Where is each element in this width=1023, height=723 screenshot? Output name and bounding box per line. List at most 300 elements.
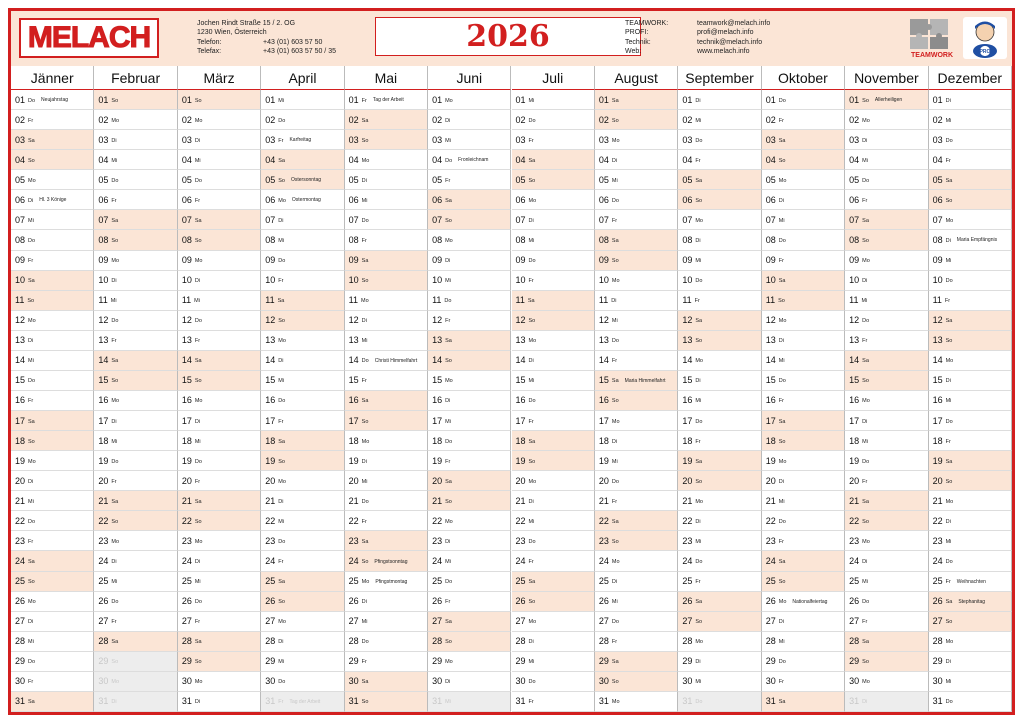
day-cell xyxy=(345,391,428,411)
day-cell xyxy=(762,371,845,391)
day-cell xyxy=(512,251,595,271)
day-cell xyxy=(345,652,428,672)
day-number: 15 xyxy=(682,375,693,386)
day-cell xyxy=(11,391,94,411)
day-number: 11 xyxy=(598,295,609,306)
day-cell xyxy=(178,391,261,411)
weekday-label: Sa xyxy=(111,639,119,646)
weekday-label: Do xyxy=(862,458,870,465)
weekday-label: Do xyxy=(945,278,953,285)
holiday-label: Fronleichnam xyxy=(458,157,489,164)
day-number: 04 xyxy=(15,154,26,165)
weekday-label: So xyxy=(27,298,35,305)
day-cell xyxy=(595,471,678,491)
day-number: 04 xyxy=(598,154,609,165)
day-number: 03 xyxy=(849,134,860,145)
day-number: 26 xyxy=(849,596,860,607)
weekday-label: Fr xyxy=(695,438,701,445)
day-number: 20 xyxy=(432,475,443,486)
weekday-label: Sa xyxy=(862,639,869,646)
weekday-label: Mo xyxy=(528,619,537,626)
day-cell xyxy=(845,351,928,371)
day-cell xyxy=(512,612,595,632)
weekday-label: Fr xyxy=(194,197,201,204)
holiday-label: Ostersonntag xyxy=(291,177,322,184)
day-cell xyxy=(261,391,344,411)
header xyxy=(11,11,1012,66)
day-number: 21 xyxy=(932,495,943,506)
weekday-label: Fr xyxy=(778,679,784,686)
contact-email-teamwork[interactable]: teamwork@melach.info xyxy=(697,20,771,27)
day-number: 03 xyxy=(682,134,693,145)
day-cell xyxy=(845,90,928,110)
day-number: 21 xyxy=(181,495,192,506)
weekday-label: Do xyxy=(611,338,619,345)
day-number: 15 xyxy=(181,375,192,386)
day-cell xyxy=(678,291,761,311)
day-cell xyxy=(345,291,428,311)
weekday-label: Sa xyxy=(194,639,202,646)
day-cell xyxy=(678,511,761,531)
day-cell xyxy=(595,311,678,331)
calendar-grid xyxy=(11,66,1012,712)
weekday-label: Mo xyxy=(862,679,870,686)
day-number: 18 xyxy=(515,435,526,446)
weekday-label: Di xyxy=(695,97,701,104)
weekday-label: Mo xyxy=(695,217,703,224)
day-number: 21 xyxy=(98,495,109,506)
weekday-label: So xyxy=(278,599,285,606)
day-cell xyxy=(762,672,845,692)
weekday-label: So xyxy=(194,378,202,385)
day-cell xyxy=(595,351,678,371)
day-number: 16 xyxy=(765,395,776,406)
contact-email-profi[interactable]: profi@melach.info xyxy=(697,29,754,37)
weekday-label: Do xyxy=(611,478,619,485)
day-number: 23 xyxy=(765,535,776,546)
weekday-label: Di xyxy=(611,157,618,164)
day-cell xyxy=(595,271,678,291)
day-cell xyxy=(11,491,94,511)
weekday-label: Fr xyxy=(778,538,784,545)
weekday-label: So xyxy=(945,197,953,204)
weekday-label: Do xyxy=(194,177,202,184)
day-number: 11 xyxy=(432,295,442,306)
weekday-label: So xyxy=(445,498,452,505)
weekday-label: Do xyxy=(611,619,619,626)
weekday-label: Sa xyxy=(778,278,786,285)
day-cell xyxy=(428,692,511,712)
day-cell xyxy=(11,371,94,391)
weekday-label: Fr xyxy=(528,137,534,144)
weekday-label: Di xyxy=(445,679,451,686)
day-number: 04 xyxy=(432,154,443,165)
day-cell xyxy=(845,511,928,531)
phone-label: Telefon: xyxy=(197,38,222,46)
weekday-label: Fr xyxy=(111,619,117,626)
weekday-label: Sa xyxy=(527,298,535,305)
weekday-label: Mo xyxy=(278,478,286,485)
day-number: 31 xyxy=(98,696,109,707)
day-number: 20 xyxy=(682,475,693,486)
day-number: 20 xyxy=(932,475,943,486)
day-number: 06 xyxy=(765,194,776,205)
day-cell xyxy=(345,451,428,471)
day-cell xyxy=(929,110,1012,130)
weekday-label: So xyxy=(778,298,785,305)
day-number: 14 xyxy=(98,355,109,366)
weekday-label: Fr xyxy=(278,137,284,144)
day-number: 13 xyxy=(181,335,192,346)
day-cell xyxy=(345,130,428,150)
day-number: 22 xyxy=(432,515,443,526)
day-cell xyxy=(428,592,511,612)
day-number: 22 xyxy=(932,515,943,526)
day-cell xyxy=(428,331,511,351)
weekday-label: Do xyxy=(278,538,286,545)
day-cell xyxy=(178,331,261,351)
day-number: 27 xyxy=(98,616,109,627)
day-cell xyxy=(929,391,1012,411)
weekday-label: So xyxy=(611,679,619,686)
weekday-label: Di xyxy=(278,639,284,646)
holiday-label: Ostermontag xyxy=(291,197,321,204)
day-number: 26 xyxy=(515,596,526,607)
day-cell xyxy=(762,551,845,571)
day-number: 15 xyxy=(265,375,276,386)
day-cell xyxy=(428,511,511,531)
weekday-label: Mo xyxy=(445,518,453,525)
day-cell xyxy=(94,692,177,712)
day-cell xyxy=(261,331,344,351)
day-cell xyxy=(845,291,928,311)
day-cell xyxy=(845,331,928,351)
day-cell xyxy=(512,210,595,230)
weekday-label: Mi xyxy=(528,518,535,525)
day-number: 24 xyxy=(348,556,359,566)
day-number: 04 xyxy=(98,154,109,165)
weekday-label: Sa xyxy=(445,197,452,204)
weekday-label: Do xyxy=(445,579,453,586)
day-number: 31 xyxy=(765,696,776,707)
weekday-label: Mi xyxy=(194,298,200,305)
day-cell xyxy=(345,612,428,632)
day-cell xyxy=(345,311,428,331)
day-cell xyxy=(428,391,511,411)
day-cell xyxy=(595,491,678,511)
weekday-label: So xyxy=(862,237,869,244)
day-number: 11 xyxy=(265,295,275,306)
weekday-label: Fr xyxy=(862,478,868,485)
day-cell xyxy=(345,592,428,612)
day-cell xyxy=(261,531,344,551)
weekday-label: So xyxy=(111,378,119,385)
day-cell xyxy=(94,471,177,491)
day-cell xyxy=(11,271,94,291)
day-number: 04 xyxy=(181,154,192,165)
weekday-label: Fr xyxy=(528,559,534,565)
day-number: 25 xyxy=(765,576,776,587)
weekday-label: Fr xyxy=(361,378,367,385)
weekday-label: Mo xyxy=(528,338,537,345)
weekday-label: Sa xyxy=(528,438,536,445)
day-number: 02 xyxy=(765,114,776,125)
day-cell xyxy=(428,130,511,150)
day-cell xyxy=(845,150,928,170)
day-number: 19 xyxy=(765,455,776,466)
weekday-label: Fr xyxy=(778,398,784,405)
holiday-label: Pfingstmontag xyxy=(375,578,408,585)
day-number: 27 xyxy=(432,616,443,627)
day-number: 06 xyxy=(432,194,443,205)
day-number: 15 xyxy=(15,375,26,386)
day-number: 05 xyxy=(432,174,443,185)
weekday-label: Mi xyxy=(945,398,952,405)
day-cell xyxy=(678,311,761,331)
weekday-label: Di xyxy=(28,478,34,485)
day-cell xyxy=(11,150,94,170)
year-title: 2026 xyxy=(466,19,550,54)
weekday-label: Mo xyxy=(778,318,787,325)
day-cell xyxy=(845,451,928,471)
weekday-label: Mo xyxy=(945,498,954,505)
weekday-label: Di xyxy=(611,579,618,586)
month-header: März xyxy=(178,66,261,90)
day-cell xyxy=(261,451,344,471)
day-cell xyxy=(595,632,678,652)
day-number: 21 xyxy=(515,495,526,506)
day-cell xyxy=(11,411,94,431)
day-number: 16 xyxy=(849,395,860,406)
day-cell xyxy=(428,471,511,491)
day-number: 09 xyxy=(682,255,693,266)
day-cell xyxy=(929,652,1012,672)
weekday-label: Mo xyxy=(945,358,954,365)
day-cell xyxy=(762,592,845,612)
day-number: 02 xyxy=(98,114,109,125)
day-cell xyxy=(178,230,261,250)
day-number: 14 xyxy=(849,355,860,366)
day-cell xyxy=(595,230,678,250)
day-number: 17 xyxy=(432,415,443,426)
day-number: 28 xyxy=(932,636,943,647)
weekday-label: Di xyxy=(695,518,701,525)
day-cell xyxy=(178,411,261,431)
weekday-label: Mi xyxy=(778,358,785,365)
day-cell xyxy=(345,511,428,531)
day-cell xyxy=(345,190,428,210)
weekday-label: Mi xyxy=(945,538,952,545)
day-cell xyxy=(11,471,94,491)
day-cell xyxy=(428,150,511,170)
weekday-label: Sa xyxy=(445,478,452,485)
day-cell xyxy=(261,471,344,491)
weekday-label: Do xyxy=(194,599,202,606)
day-cell xyxy=(762,351,845,371)
day-number: 18 xyxy=(15,435,26,446)
day-cell xyxy=(261,592,344,612)
day-cell xyxy=(428,291,511,311)
weekday-label: Mi xyxy=(528,97,535,104)
day-cell xyxy=(929,531,1012,551)
day-number: 15 xyxy=(432,375,443,386)
day-cell xyxy=(845,210,928,230)
day-number: 12 xyxy=(682,315,693,326)
weekday-label: Fr xyxy=(361,659,367,666)
day-cell xyxy=(345,491,428,511)
day-cell xyxy=(178,210,261,230)
weekday-label: Fr xyxy=(945,438,951,445)
weekday-label: Mo xyxy=(361,438,370,445)
weekday-label: Sa xyxy=(945,458,953,465)
day-cell xyxy=(94,632,177,652)
day-cell xyxy=(512,411,595,431)
day-number: 28 xyxy=(682,636,693,647)
day-number: 02 xyxy=(849,114,860,125)
day-cell xyxy=(678,692,761,712)
day-cell xyxy=(595,130,678,150)
weekday-label: Mo xyxy=(194,679,203,686)
day-cell xyxy=(678,531,761,551)
weekday-label: Sa xyxy=(361,258,369,265)
weekday-label: So xyxy=(778,157,786,164)
day-number: 27 xyxy=(515,616,526,627)
day-cell xyxy=(678,150,761,170)
day-number: 23 xyxy=(348,535,359,546)
day-number: 25 xyxy=(515,576,526,587)
month-column xyxy=(762,66,845,712)
day-cell xyxy=(428,190,511,210)
day-cell xyxy=(428,230,511,250)
day-cell xyxy=(345,150,428,170)
day-cell xyxy=(11,431,94,451)
day-cell xyxy=(94,291,177,311)
day-number: 31 xyxy=(932,696,943,707)
day-number: 27 xyxy=(765,616,776,627)
day-cell xyxy=(845,371,928,391)
day-number: 18 xyxy=(181,435,192,446)
day-cell xyxy=(595,190,678,210)
day-number: 09 xyxy=(765,255,776,266)
day-number: 10 xyxy=(265,275,276,286)
day-cell xyxy=(94,371,177,391)
weekday-label: Mo xyxy=(611,137,620,144)
day-cell xyxy=(845,170,928,190)
day-number: 30 xyxy=(265,676,276,687)
day-number: 10 xyxy=(348,275,359,286)
day-cell xyxy=(261,311,344,331)
day-number: 28 xyxy=(181,636,192,647)
day-number: 24 xyxy=(265,556,276,566)
day-number: 21 xyxy=(849,495,860,506)
day-cell xyxy=(11,130,94,150)
day-number: 01 xyxy=(348,94,359,105)
weekday-label: Di xyxy=(862,559,868,565)
day-number: 19 xyxy=(432,455,443,466)
weekday-label: Mi xyxy=(445,418,451,425)
day-number: 22 xyxy=(515,515,526,526)
contact-email-technik[interactable]: technik@melach.info xyxy=(697,38,763,46)
year-box xyxy=(375,17,641,56)
day-cell xyxy=(512,692,595,712)
day-number: 29 xyxy=(932,656,943,667)
weekday-label: So xyxy=(194,237,202,244)
weekday-label: Mi xyxy=(862,157,868,164)
weekday-label: Fr xyxy=(445,177,451,184)
weekday-label: Fr xyxy=(361,97,367,104)
day-number: 29 xyxy=(765,656,776,667)
day-cell xyxy=(845,572,928,592)
day-cell xyxy=(595,531,678,551)
weekday-label: Mo xyxy=(778,177,787,184)
day-number: 13 xyxy=(849,335,860,346)
contact-web-link[interactable]: www.melach.info xyxy=(697,47,750,55)
day-cell xyxy=(428,672,511,692)
weekday-label: Fr xyxy=(194,478,201,485)
day-cell xyxy=(845,251,928,271)
weekday-label: Mo xyxy=(28,599,36,606)
day-number: 29 xyxy=(682,656,693,667)
day-number: 09 xyxy=(432,255,443,266)
weekday-label: Mi xyxy=(361,338,368,345)
month-header: Dezember xyxy=(929,66,1012,90)
day-number: 02 xyxy=(15,114,26,125)
day-cell xyxy=(762,431,845,451)
day-number: 01 xyxy=(515,94,526,105)
day-number: 25 xyxy=(849,576,860,587)
day-number: 01 xyxy=(932,94,943,105)
weekday-label: Fr xyxy=(611,498,618,505)
day-number: 18 xyxy=(682,435,693,446)
weekday-label: Do xyxy=(278,398,286,405)
weekday-label: Di xyxy=(778,338,784,345)
day-cell xyxy=(94,551,177,571)
weekday-label: So xyxy=(28,579,35,586)
weekday-label: Sa xyxy=(945,599,953,606)
weekday-label: So xyxy=(278,318,285,325)
weekday-label: Di xyxy=(862,137,868,144)
day-number: 06 xyxy=(682,194,693,205)
day-number: 22 xyxy=(765,515,776,526)
weekday-label: Mi xyxy=(278,378,285,385)
day-cell xyxy=(261,251,344,271)
day-cell xyxy=(678,592,761,612)
weekday-label: So xyxy=(111,518,119,525)
holiday-label: Tag der Arbeit xyxy=(289,698,321,705)
weekday-label: Mi xyxy=(778,639,785,646)
weekday-label: Mi xyxy=(528,659,535,666)
month-column xyxy=(845,66,928,712)
weekday-label: Mi xyxy=(862,438,868,445)
weekday-label: So xyxy=(695,478,703,485)
day-cell xyxy=(11,652,94,672)
day-number: 11 xyxy=(181,295,192,306)
weekday-label: Sa xyxy=(361,117,369,124)
weekday-label: Do xyxy=(28,378,36,385)
weekday-label: Mi xyxy=(528,237,535,244)
day-number: 12 xyxy=(515,315,526,326)
day-number: 15 xyxy=(849,375,860,386)
day-cell xyxy=(261,371,344,391)
weekday-label: Do xyxy=(862,177,870,184)
weekday-label: So xyxy=(194,518,202,525)
day-cell xyxy=(428,551,511,571)
weekday-label: Mi xyxy=(445,699,451,706)
day-cell xyxy=(94,451,177,471)
day-cell xyxy=(845,431,928,451)
weekday-label: Mo xyxy=(278,338,286,345)
contact-label-teamwork: TEAMWORK: xyxy=(625,20,669,27)
